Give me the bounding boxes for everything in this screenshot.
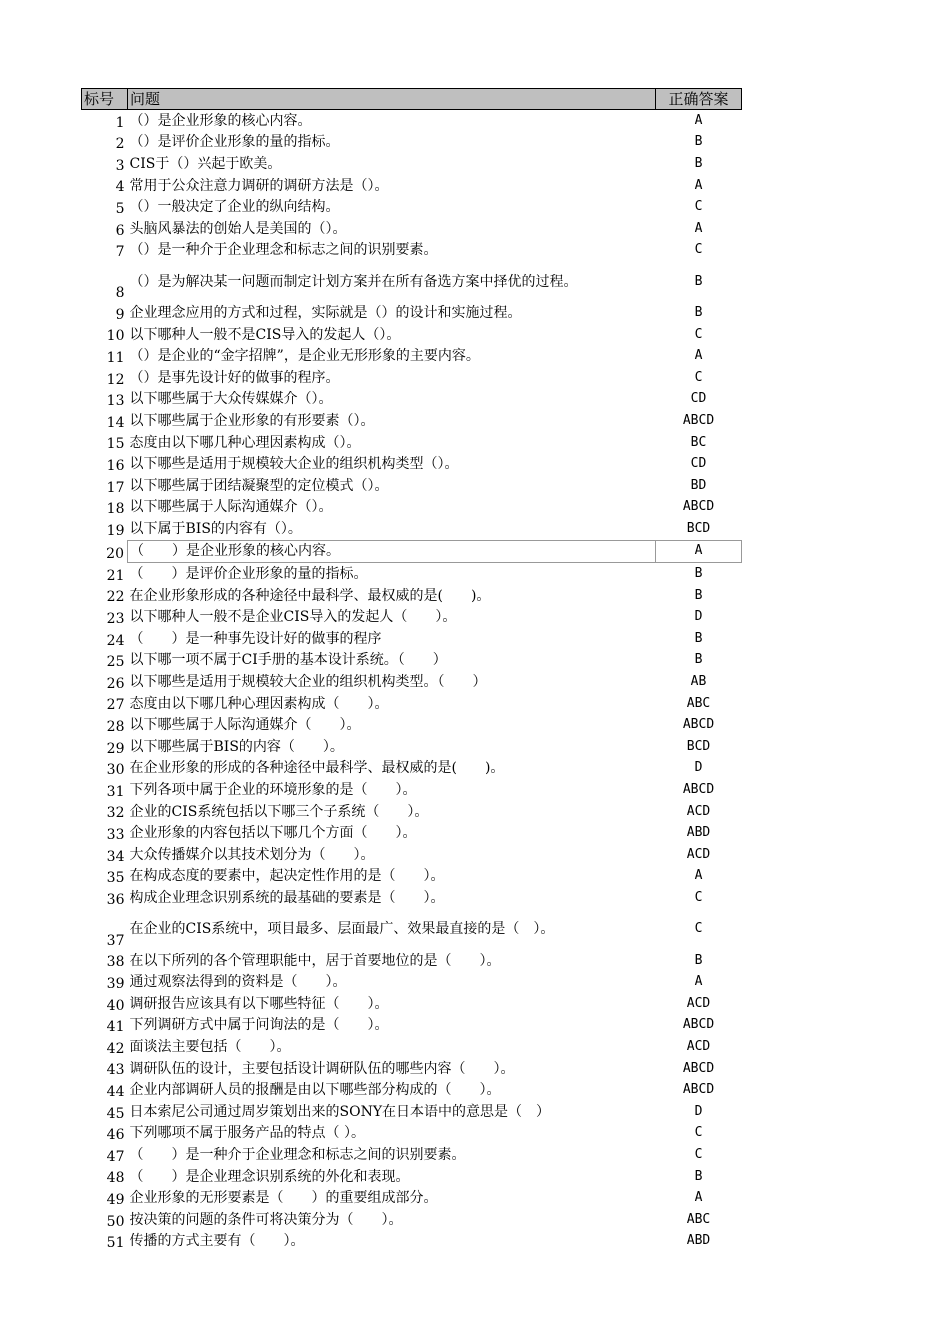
answer-cell[interactable]: A — [694, 220, 703, 236]
table-row — [82, 261, 742, 302]
question-cell[interactable]: 大众传播媒介以其技术划分为（ ）。 — [129, 846, 375, 863]
row-number-cell[interactable]: 39 — [106, 975, 125, 992]
row-number-cell[interactable]: 26 — [106, 675, 125, 692]
table-row — [82, 453, 742, 475]
question-cell[interactable]: 调研队伍的设计，主要包括设计调研队伍的哪些内容（ ）。 — [129, 1060, 515, 1077]
question-cell[interactable]: 以下哪种人一般不是CIS导入的发起人（）。 — [129, 326, 401, 343]
row-number-cell[interactable]: 37 — [106, 932, 125, 949]
answer-cell[interactable]: C — [694, 369, 703, 385]
row-number-cell[interactable]: 2 — [115, 136, 125, 153]
question-cell[interactable]: 以下哪一项不属于CI手册的基本设计系统。（ ） — [129, 652, 447, 669]
answer-cell[interactable]: B — [694, 155, 703, 171]
row-number-cell[interactable]: 20 — [106, 545, 124, 562]
row-number-cell[interactable]: 18 — [106, 501, 125, 518]
answer-cell[interactable]: C — [694, 199, 703, 215]
table-row — [82, 758, 742, 780]
question-cell[interactable]: 下列各项中属于企业的环境形象的是（ ）。 — [129, 782, 417, 799]
answer-cell[interactable]: ABCD — [682, 782, 715, 798]
table-row — [82, 563, 742, 585]
table-row — [82, 410, 742, 432]
answer-cell[interactable]: D — [694, 609, 703, 625]
table-row — [82, 432, 742, 454]
question-cell[interactable]: （ ）是一种事先设计好的做事的程序 — [129, 630, 382, 647]
answer-cell[interactable]: ABCD — [682, 1017, 715, 1033]
header-number[interactable]: 标号 — [82, 89, 128, 110]
question-cell[interactable]: 以下哪些是适用于规模较大企业的组织机构类型（）。 — [129, 456, 459, 473]
table-row — [82, 1079, 742, 1101]
question-cell[interactable]: 按决策的问题的条件可将决策分为（ ）。 — [129, 1211, 403, 1228]
question-cell[interactable]: 态度由以下哪几种心理因素构成（）。 — [129, 434, 361, 451]
question-cell[interactable]: 调研报告应该具有以下哪些特征（ ）。 — [129, 995, 389, 1012]
row-number-cell[interactable]: 30 — [106, 762, 125, 779]
table-row — [82, 650, 742, 672]
table-body — [82, 110, 742, 1253]
table-row — [82, 585, 742, 607]
row-number-cell[interactable]: 35 — [106, 870, 125, 887]
answer-cell[interactable]: CD — [690, 391, 707, 407]
table-row — [82, 324, 742, 346]
question-cell[interactable]: （）是企业的“金字招牌”，是企业无形形象的主要内容。 — [129, 348, 480, 365]
table-row — [82, 606, 742, 628]
row-number-cell[interactable]: 1 — [115, 114, 125, 131]
row-number-cell[interactable]: 51 — [106, 1235, 125, 1252]
answer-cell[interactable]: B — [694, 952, 703, 968]
table-row — [82, 218, 742, 240]
question-cell[interactable]: 以下哪些属于团结凝聚型的定位模式（）。 — [129, 477, 389, 494]
answer-cell[interactable]: B — [694, 652, 703, 668]
question-cell[interactable]: 以下哪种人一般不是企业CIS导入的发起人（ ）。 — [129, 609, 457, 626]
question-cell[interactable]: 企业形象的无形要素是（ ）的重要组成部分。 — [129, 1190, 438, 1207]
answer-cell[interactable]: ACD — [686, 803, 711, 819]
row-number-cell[interactable]: 36 — [106, 891, 125, 908]
question-cell[interactable]: 企业内部调研人员的报酬是由以下哪些部分构成的（ ）。 — [129, 1082, 501, 1099]
question-cell[interactable]: （）是企业形象的核心内容。 — [129, 112, 312, 129]
answer-cell[interactable]: D — [694, 1103, 703, 1119]
table-row — [82, 1123, 742, 1145]
answer-cell[interactable]: A — [694, 348, 703, 364]
question-cell[interactable]: 面谈法主要包括（ ）。 — [129, 1038, 291, 1055]
answer-cell[interactable]: ACD — [686, 846, 711, 862]
answer-cell[interactable]: B — [694, 273, 703, 289]
question-cell[interactable]: 在以下所列的各个管理职能中，居于首要地位的是（ ）。 — [129, 952, 501, 969]
answer-cell[interactable]: ACD — [686, 995, 711, 1011]
question-cell[interactable]: 以下属于BIS的内容有（）。 — [129, 520, 302, 537]
row-number-cell[interactable]: 14 — [106, 414, 125, 431]
table-row — [82, 110, 742, 132]
table-row — [82, 971, 742, 993]
question-cell[interactable]: 以下哪些属于BIS的内容（ ）。 — [129, 738, 344, 755]
table-row — [82, 367, 742, 389]
question-cell[interactable]: 企业形象的内容包括以下哪几个方面（ ）。 — [129, 825, 417, 842]
row-number-cell[interactable]: 28 — [106, 719, 125, 736]
row-number-cell[interactable]: 8 — [115, 285, 125, 302]
question-cell[interactable]: 下列哪项不属于服务产品的特点（ ）。 — [129, 1125, 365, 1142]
question-cell[interactable]: 构成企业理念识别系统的最基础的要素是（ ）。 — [129, 889, 445, 906]
row-number-cell[interactable]: 46 — [106, 1127, 125, 1144]
answer-cell[interactable]: A — [694, 1190, 703, 1206]
answer-cell[interactable]: C — [694, 921, 703, 937]
header-answer[interactable]: 正确答案 — [656, 89, 742, 110]
answer-cell[interactable]: A — [656, 540, 742, 563]
row-number-cell[interactable]: 32 — [106, 805, 125, 822]
question-table — [81, 88, 742, 1252]
answer-sheet — [81, 88, 741, 1252]
row-number-cell[interactable]: 41 — [106, 1019, 125, 1036]
answer-cell[interactable]: ABD — [686, 1233, 711, 1249]
table-row — [82, 240, 742, 262]
answer-cell[interactable]: ABCD — [682, 717, 715, 733]
answer-cell[interactable]: CD — [690, 456, 707, 472]
answer-cell[interactable]: B — [694, 1168, 703, 1184]
row-number-cell[interactable]: 6 — [115, 222, 125, 239]
answer-cell[interactable]: C — [694, 326, 703, 342]
answer-cell[interactable]: B — [694, 630, 703, 646]
question-cell[interactable]: 在企业形象的形成的各种途径中最科学、最权威的是( )。 — [129, 760, 505, 777]
row-number-cell[interactable]: 7 — [115, 244, 125, 261]
question-cell[interactable]: 下列调研方式中属于问询法的是（ ）。 — [129, 1017, 389, 1034]
question-cell[interactable]: 以下哪些属于企业形象的有形要素（）。 — [129, 412, 375, 429]
answer-cell[interactable]: ABC — [686, 1211, 711, 1227]
table-row — [82, 1209, 742, 1231]
table-row — [82, 993, 742, 1015]
row-number-cell[interactable]: 24 — [106, 632, 125, 649]
row-number-cell[interactable]: 49 — [106, 1191, 125, 1208]
row-number-cell[interactable]: 48 — [106, 1170, 125, 1187]
table-row — [82, 887, 742, 909]
question-cell[interactable]: 企业理念应用的方式和过程，实际就是（）的设计和实施过程。 — [129, 304, 522, 321]
table-row — [82, 1144, 742, 1166]
table-row — [82, 950, 742, 972]
row-number-cell[interactable]: 50 — [106, 1213, 125, 1230]
table-row — [82, 628, 742, 650]
answer-cell[interactable]: D — [694, 760, 703, 776]
row-number-cell[interactable]: 3 — [115, 157, 125, 174]
table-row — [82, 1058, 742, 1080]
row-number-cell[interactable]: 40 — [106, 997, 125, 1014]
table-row — [82, 153, 742, 175]
answer-cell[interactable]: ACD — [686, 1038, 711, 1054]
question-cell[interactable]: 头脑风暴法的创始人是美国的（）。 — [129, 220, 347, 237]
table-row — [82, 497, 742, 519]
answer-cell[interactable]: AB — [690, 674, 707, 690]
answer-cell[interactable]: A — [694, 868, 703, 884]
answer-cell[interactable]: BCD — [686, 738, 711, 754]
question-cell[interactable]: （ ）是评价企业形象的量的指标。 — [129, 566, 368, 583]
answer-cell[interactable]: A — [694, 974, 703, 990]
answer-cell[interactable]: BCD — [686, 520, 711, 536]
table-row — [82, 866, 742, 888]
row-number-cell[interactable]: 16 — [106, 457, 125, 474]
question-cell[interactable]: 在构成态度的要素中，起决定性作用的是（ ）。 — [129, 868, 445, 885]
answer-cell[interactable]: B — [694, 134, 703, 150]
row-number-cell[interactable]: 33 — [106, 827, 125, 843]
table-row — [82, 736, 742, 758]
row-number-cell[interactable]: 42 — [106, 1040, 125, 1057]
question-cell[interactable]: （）是评价企业形象的量的指标。 — [129, 134, 340, 151]
row-number-cell[interactable]: 10 — [106, 328, 125, 345]
answer-cell[interactable]: ABCD — [682, 1060, 715, 1076]
question-cell[interactable]: 以下哪些是适用于规模较大企业的组织机构类型。（ ） — [129, 674, 487, 691]
question-cell[interactable]: 日本索尼公司通过周岁策划出来的SONY在日本语中的意思是（ ） — [129, 1103, 551, 1120]
header-question[interactable]: 问题 — [128, 89, 656, 110]
row-number-cell[interactable]: 45 — [106, 1105, 125, 1122]
row-number-cell[interactable]: 5 — [115, 200, 125, 217]
answer-cell[interactable]: A — [694, 177, 703, 193]
answer-cell[interactable]: C — [694, 1146, 703, 1162]
question-cell[interactable]: 在企业形象形成的各种途径中最科学、最权威的是( )。 — [129, 587, 491, 604]
row-number-cell[interactable]: 4 — [115, 179, 125, 196]
answer-cell[interactable]: ABC — [686, 695, 711, 711]
row-number-cell[interactable]: 17 — [106, 479, 125, 496]
table-row — [82, 1036, 742, 1058]
table-row — [82, 475, 742, 497]
row-number-cell[interactable]: 29 — [106, 740, 125, 757]
answer-cell[interactable]: ABCD — [682, 1082, 715, 1098]
answer-cell[interactable]: ABCD — [682, 412, 715, 428]
row-number-cell[interactable]: 15 — [106, 436, 125, 453]
row-number-cell[interactable]: 11 — [106, 349, 125, 366]
question-cell[interactable]: 通过观察法得到的资料是（ ）。 — [129, 974, 347, 991]
table-row — [82, 1231, 742, 1253]
table-row — [82, 844, 742, 866]
question-cell[interactable]: （ ）是一种介于企业理念和标志之间的识别要素。 — [129, 1146, 466, 1163]
answer-cell[interactable]: BD — [690, 477, 707, 493]
answer-cell[interactable]: C — [694, 242, 703, 258]
row-number-cell[interactable]: 22 — [106, 589, 125, 606]
answer-cell[interactable]: B — [694, 587, 703, 603]
question-cell[interactable]: （）是事先设计好的做事的程序。 — [129, 369, 340, 386]
table-row — [82, 518, 742, 540]
header-row — [82, 89, 742, 110]
table-row — [82, 175, 742, 197]
table-row — [82, 345, 742, 367]
answer-cell[interactable]: B — [694, 304, 703, 320]
row-number-cell[interactable]: 12 — [106, 371, 125, 388]
question-cell[interactable]: （）一般决定了企业的纵向结构。 — [129, 199, 340, 216]
table-row — [82, 302, 742, 324]
question-cell[interactable]: （ ）是企业理念识别系统的外化和表现。 — [129, 1168, 410, 1185]
table-row — [82, 1101, 742, 1123]
table-row — [82, 779, 742, 801]
answer-cell[interactable]: BC — [690, 434, 707, 450]
row-number-cell[interactable]: 47 — [106, 1148, 125, 1165]
table-row — [82, 693, 742, 715]
row-number-cell[interactable]: 38 — [106, 954, 125, 971]
table-row — [82, 1015, 742, 1037]
row-number-cell[interactable]: 13 — [106, 393, 125, 410]
row-number-cell[interactable]: 43 — [106, 1062, 125, 1079]
table-row — [82, 909, 742, 950]
row-number-cell[interactable]: 23 — [106, 611, 125, 628]
row-number-cell[interactable]: 21 — [106, 567, 125, 584]
question-cell[interactable]: 企业的CIS系统包括以下哪三个子系统（ ）。 — [129, 803, 429, 820]
question-cell[interactable]: 以下哪些属于人际沟通媒介（ ）。 — [129, 717, 361, 734]
question-cell[interactable]: （）是一种介于企业理念和标志之间的识别要素。 — [129, 242, 438, 259]
table-row — [82, 132, 742, 154]
row-number-cell[interactable]: 25 — [106, 654, 125, 671]
table-row — [82, 714, 742, 736]
row-number-cell[interactable]: 27 — [106, 697, 125, 714]
question-cell[interactable]: 传播的方式主要有（ ）。 — [129, 1233, 305, 1250]
table-row — [82, 671, 742, 693]
answer-cell[interactable]: A — [694, 112, 703, 128]
row-number-cell[interactable]: 34 — [106, 848, 125, 865]
table-row — [82, 540, 742, 563]
table-row — [82, 801, 742, 823]
answer-cell[interactable]: ABD — [686, 825, 711, 841]
answer-cell[interactable]: C — [694, 1125, 703, 1141]
question-cell[interactable]: 在企业的CIS系统中，项目最多、层面最广、效果最直接的是（ ）。 — [129, 921, 555, 938]
table-row — [82, 822, 742, 844]
question-cell[interactable]: 态度由以下哪几种心理因素构成（ ）。 — [129, 695, 389, 712]
question-cell[interactable]: （）是为解决某一问题而制定计划方案并在所有备选方案中择优的过程。 — [129, 273, 578, 290]
row-number-cell[interactable]: 9 — [115, 306, 125, 323]
table-row — [82, 1166, 742, 1188]
question-cell[interactable]: CIS于（）兴起于欧美。 — [129, 155, 282, 172]
question-cell[interactable]: 以下哪些属于人际沟通媒介（）。 — [129, 499, 333, 516]
row-number-cell[interactable]: 44 — [106, 1083, 125, 1100]
table-row — [82, 389, 742, 411]
table-row — [82, 196, 742, 218]
answer-cell[interactable]: C — [694, 889, 703, 905]
row-number-cell[interactable]: 19 — [106, 523, 125, 540]
question-cell[interactable]: 以下哪些属于大众传媒媒介（）。 — [129, 391, 333, 408]
answer-cell[interactable]: B — [694, 566, 703, 582]
table-row — [82, 1187, 742, 1209]
row-number-cell[interactable]: 31 — [106, 783, 125, 800]
answer-cell[interactable]: ABCD — [682, 499, 715, 515]
question-cell[interactable]: （ ）是企业形象的核心内容。 — [128, 540, 656, 563]
question-cell[interactable]: 常用于公众注意力调研的调研方法是（）。 — [129, 177, 389, 194]
